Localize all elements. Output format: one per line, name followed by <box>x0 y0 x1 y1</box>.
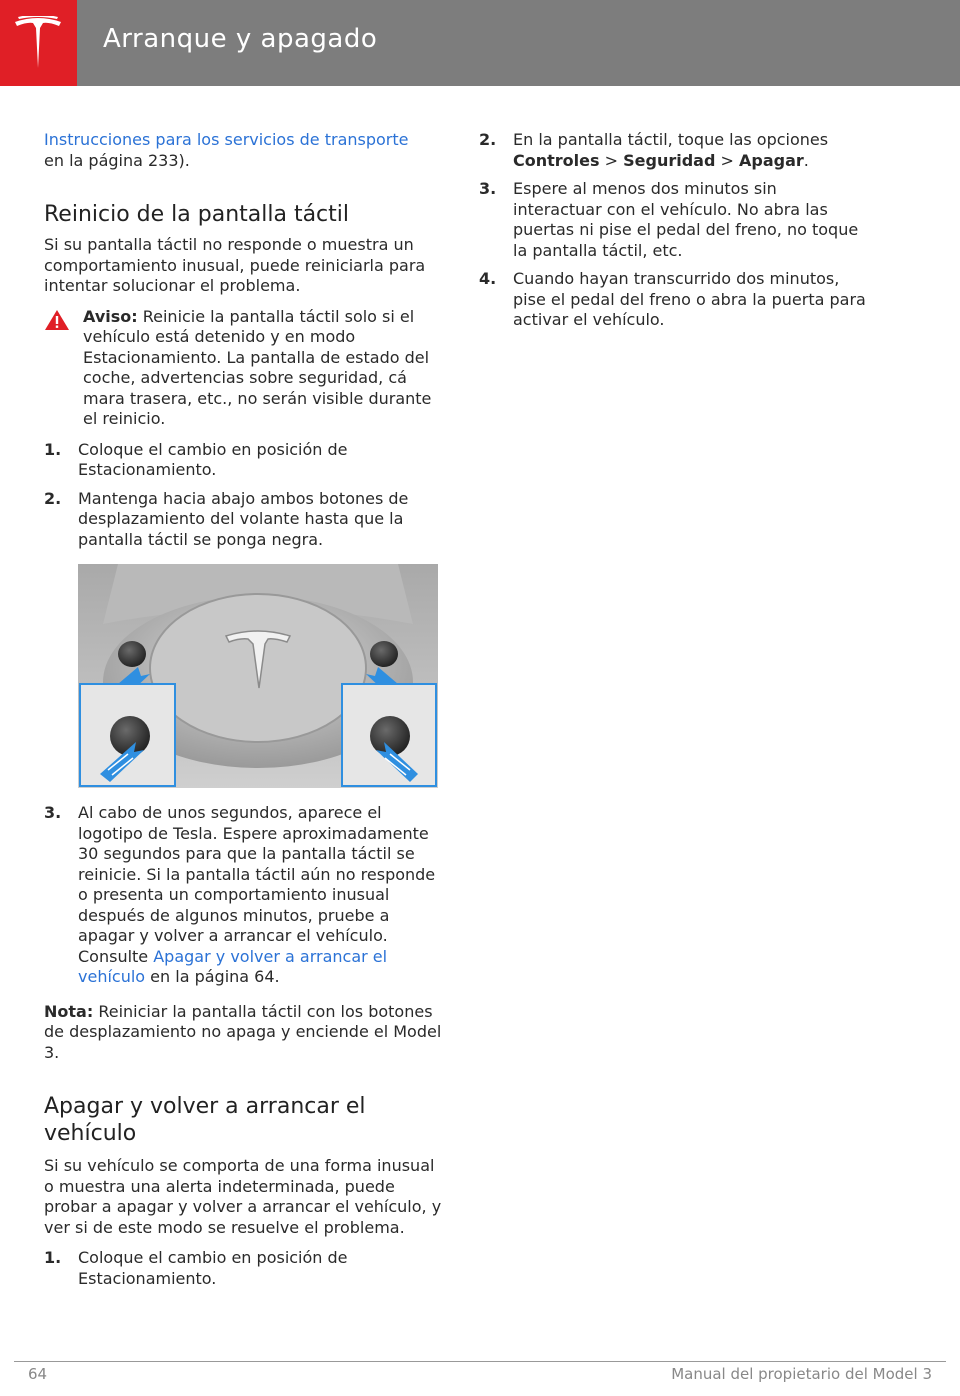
step-end: . <box>803 150 809 170</box>
restart-steps <box>44 440 444 551</box>
list-item <box>479 269 869 331</box>
tesla-t-icon <box>13 16 63 70</box>
right-column <box>479 130 869 339</box>
step-text: Coloque el cambio en posición de Estacionamiento. <box>78 1248 348 1288</box>
section-heading-apagar: Apagar y volver a arrancar el vehículo <box>44 1094 366 1146</box>
note-paragraph <box>44 1002 444 1064</box>
step-number: 2. <box>44 488 62 508</box>
list-item <box>44 440 444 481</box>
step-text: Mantenga hacia abajo ambos botones de desplazamiento del volante hasta que la pantalla táctil se ponga negra. <box>78 488 409 549</box>
warning-icon <box>44 309 70 331</box>
step-text: Al cabo de unos segundos, aparece el logotipo de Tesla. Espere aproximadamente 30 segundos para que la pantalla táctil se reinicie. Si la pantalla táctil aún no responde o presenta un comportamiento inusual después de algunos minutos, pruebe a apagar y volver a arrancar el vehículo. Consulte <box>78 803 436 966</box>
footer-divider <box>14 1361 946 1362</box>
power-cycle-link[interactable]: Apagar y volver a arrancar el vehículo <box>78 946 388 986</box>
section-paragraph-reinicio: Si su pantalla táctil no responde o muestra un comportamiento inusual, puede reiniciarla para intentar solucionar el problema. <box>44 235 426 295</box>
step-text: En la pantalla táctil, toque las opciones <box>513 130 829 149</box>
step-text: Cuando hayan transcurrido dos minutos, pise el pedal del freno o abra la puerta para activar el vehículo. <box>513 269 866 329</box>
transport-instructions-link[interactable]: Instrucciones para los servicios de transporte <box>44 130 409 149</box>
manual-title: Manual del propietario del Model 3 <box>671 1365 932 1383</box>
note-text: Reiniciar la pantalla táctil con los botones de desplazamiento no apaga y enciende el Model 3. <box>44 1001 442 1062</box>
step-text-end: en la página 64. <box>150 967 280 986</box>
list-item <box>479 130 869 171</box>
page-number: 64 <box>28 1365 48 1383</box>
warning-text: Reinicie la pantalla táctil solo si el vehículo está detenido y en modo Estacionamiento. La pantalla de estado del coche, advertencias sobre seguridad, cá mara trasera, etc., no serán visible durante el reinicio. <box>83 306 432 428</box>
step-number: 4. <box>479 269 497 288</box>
step-number: 3. <box>479 179 497 198</box>
menu-apagar: Apagar <box>739 150 804 170</box>
menu-controles: Controles <box>513 150 600 170</box>
page-title: Arranque y apagado <box>103 24 378 54</box>
menu-seguridad: Seguridad <box>623 150 716 170</box>
section-paragraph-apagar: Si su vehículo se comporta de una forma inusual o muestra una alerta indeterminada, puede probar a apagar y volver a arrancar el vehículo, y ver si de este modo se resuelve el problema. <box>44 1156 442 1237</box>
note-label: Nota: <box>44 1001 94 1021</box>
list-item <box>44 803 444 988</box>
warning-label: Aviso: <box>83 306 138 326</box>
page-header <box>0 0 960 86</box>
step-number: 2. <box>479 130 497 149</box>
intro-rest: en la página 233). <box>44 150 190 170</box>
tesla-logo <box>0 0 77 86</box>
step-number: 3. <box>44 803 62 822</box>
list-item <box>44 489 444 551</box>
list-item <box>44 1248 444 1289</box>
step-number: 1. <box>44 439 62 459</box>
menu-separator: > <box>604 150 619 170</box>
list-item <box>479 179 869 261</box>
intro-paragraph <box>44 130 444 171</box>
step-text: Coloque el cambio en posición de Estacionamiento. <box>78 439 348 479</box>
menu-separator: > <box>720 150 734 170</box>
left-column <box>44 130 444 1297</box>
step-number: 1. <box>44 1248 62 1267</box>
section-heading-reinicio: Reinicio de la pantalla táctil <box>44 202 349 227</box>
step-text: Espere al menos dos minutos sin interactuar con el vehículo. No abra las puertas ni pise el pedal del freno, no toque la pantalla táctil, etc. <box>513 179 859 260</box>
warning-box <box>44 307 444 430</box>
steering-wheel-illustration <box>78 564 438 788</box>
